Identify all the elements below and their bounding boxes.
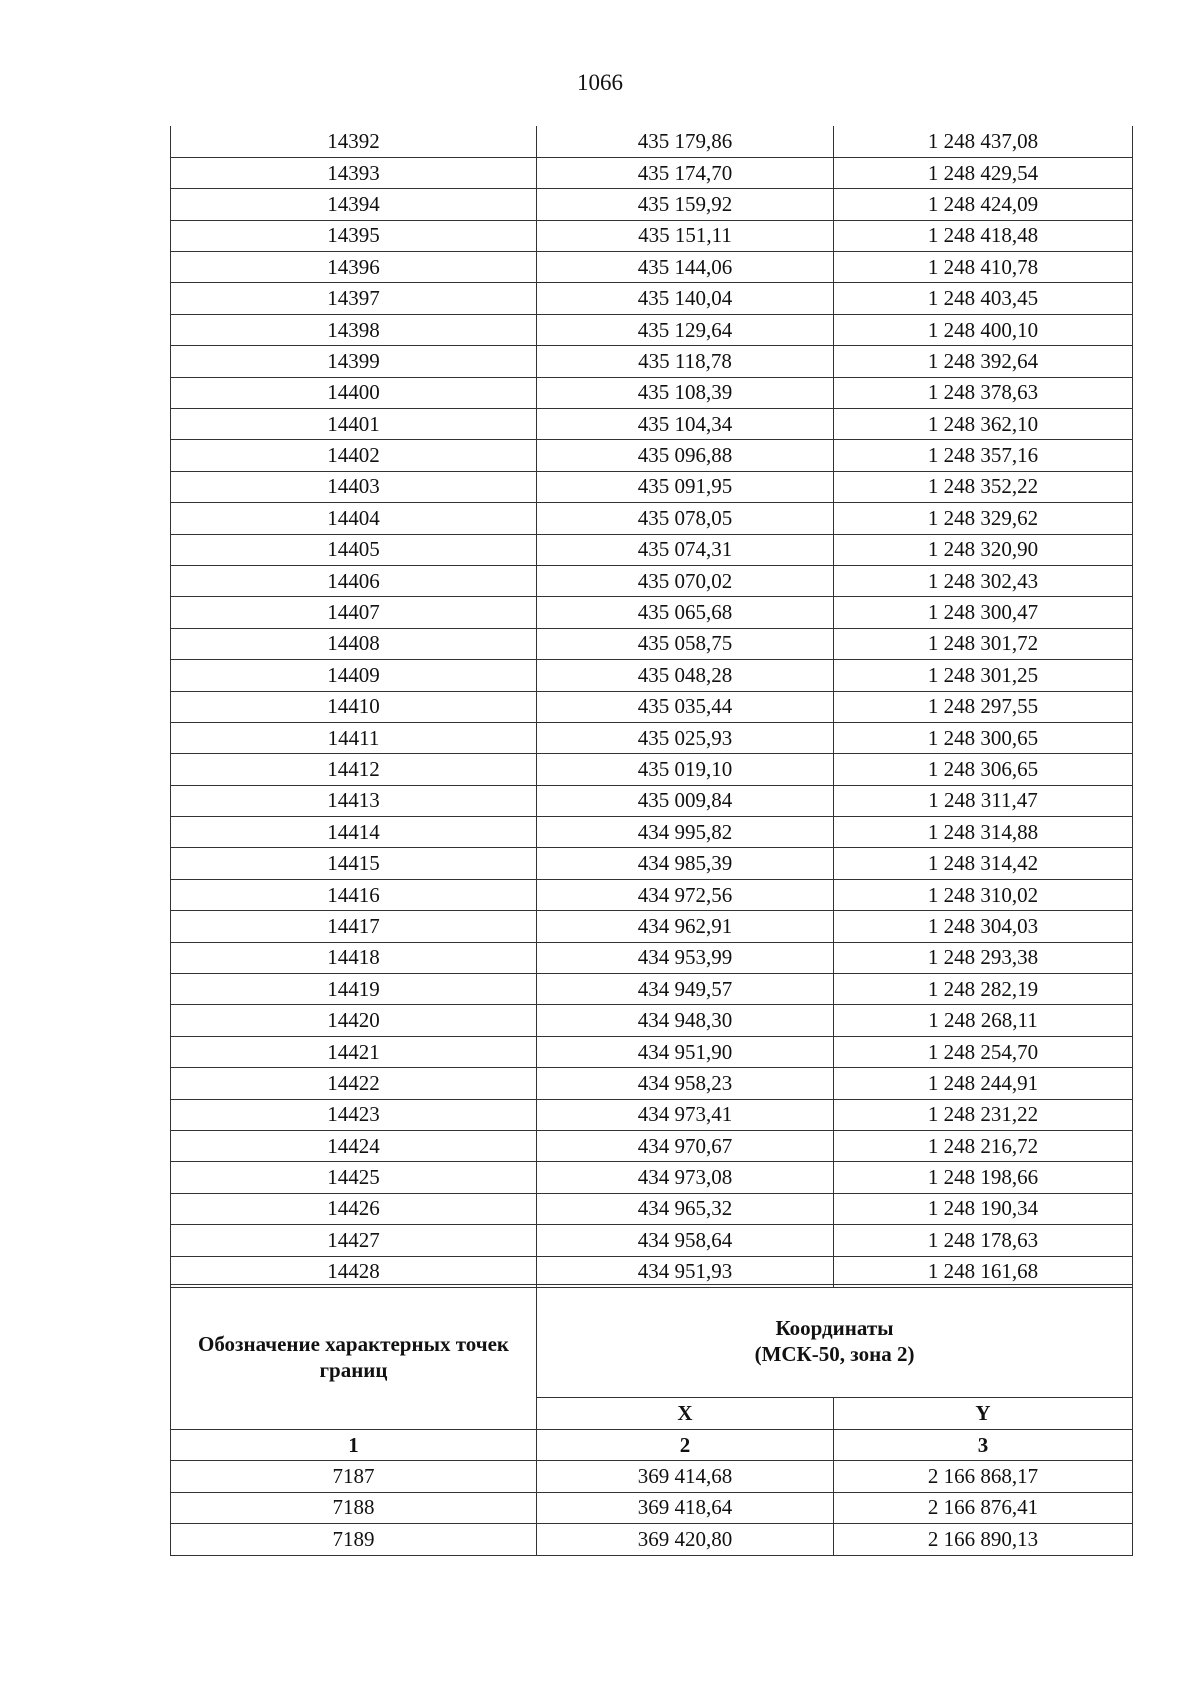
point-id-cell: 14397 [171, 283, 537, 314]
page-number: 1066 [577, 70, 623, 95]
x-coordinate-cell: 434 973,08 [537, 1162, 834, 1193]
point-id-cell: 14404 [171, 503, 537, 534]
table-row [171, 785, 1133, 816]
y-coordinate-cell: 2 166 876,41 [834, 1492, 1133, 1524]
x-coordinate-cell: 434 948,30 [537, 1005, 834, 1036]
table-row [171, 1005, 1133, 1036]
x-coordinate-cell: 434 958,64 [537, 1225, 834, 1256]
point-id-cell: 14423 [171, 1099, 537, 1130]
x-coordinate-cell: 435 179,86 [537, 126, 834, 157]
x-coordinate-cell: 435 159,92 [537, 189, 834, 220]
y-coordinate-cell: 1 248 254,70 [834, 1036, 1133, 1067]
x-coordinate-cell: 435 078,05 [537, 503, 834, 534]
point-id-cell: 14422 [171, 1068, 537, 1099]
x-coordinate-cell: 434 973,41 [537, 1099, 834, 1130]
y-coordinate-cell: 1 248 424,09 [834, 189, 1133, 220]
x-coordinate-cell: 434 970,67 [537, 1131, 834, 1162]
point-id-cell: 14416 [171, 879, 537, 910]
x-coordinate-cell: 434 951,93 [537, 1256, 834, 1287]
point-id-cell: 14409 [171, 660, 537, 691]
table-row [171, 283, 1133, 314]
x-coordinate-cell: 435 019,10 [537, 754, 834, 785]
point-id-cell: 14395 [171, 220, 537, 251]
point-id-cell: 7187 [171, 1461, 537, 1493]
table-row [171, 377, 1133, 408]
point-id-cell: 14392 [171, 126, 537, 157]
y-coordinate-cell: 1 248 311,47 [834, 785, 1133, 816]
table-row [171, 691, 1133, 722]
y-coordinate-cell: 1 248 392,64 [834, 346, 1133, 377]
y-coordinate-cell: 1 248 352,22 [834, 471, 1133, 502]
point-id-cell: 14421 [171, 1036, 537, 1067]
point-id-cell: 14426 [171, 1193, 537, 1224]
table-row [171, 346, 1133, 377]
point-id-cell: 14428 [171, 1256, 537, 1287]
x-coordinate-cell: 435 144,06 [537, 252, 834, 283]
x-coordinate-cell: 434 958,23 [537, 1068, 834, 1099]
table-row [171, 1225, 1133, 1256]
x-coordinate-cell: 434 949,57 [537, 974, 834, 1005]
y-coordinate-cell: 2 166 868,17 [834, 1461, 1133, 1493]
table-row [171, 754, 1133, 785]
table-row [171, 1068, 1133, 1099]
y-coordinate-cell: 1 248 310,02 [834, 879, 1133, 910]
point-id-cell: 14408 [171, 628, 537, 659]
x-coordinate-cell: 435 129,64 [537, 314, 834, 345]
point-id-cell: 14403 [171, 471, 537, 502]
x-coordinate-cell: 435 096,88 [537, 440, 834, 471]
point-id-cell: 14399 [171, 346, 537, 377]
point-id-cell: 14398 [171, 314, 537, 345]
x-coordinate-cell: 435 174,70 [537, 157, 834, 188]
table-row [171, 565, 1133, 596]
x-coordinate-cell: 435 108,39 [537, 377, 834, 408]
x-coordinate-cell: 434 995,82 [537, 817, 834, 848]
coordinates-header-title: Координаты [775, 1315, 894, 1340]
table-header [171, 1285, 1133, 1461]
y-coordinate-cell: 1 248 418,48 [834, 220, 1133, 251]
table-row [171, 314, 1133, 345]
x-coordinate-cell: 435 118,78 [537, 346, 834, 377]
y-coordinate-cell: 1 248 378,63 [834, 377, 1133, 408]
table-row [171, 1036, 1133, 1067]
point-id-cell: 14412 [171, 754, 537, 785]
x-coordinate-cell: 434 953,99 [537, 942, 834, 973]
x-coordinate-cell: 435 065,68 [537, 597, 834, 628]
point-id-cell: 14419 [171, 974, 537, 1005]
x-coordinate-cell: 435 058,75 [537, 628, 834, 659]
table-row [171, 1256, 1133, 1287]
y-coordinate-cell: 1 248 362,10 [834, 409, 1133, 440]
x-coordinate-cell: 435 140,04 [537, 283, 834, 314]
x-coordinate-cell: 435 074,31 [537, 534, 834, 565]
x-coordinate-cell: 369 414,68 [537, 1461, 834, 1493]
point-id-cell: 14407 [171, 597, 537, 628]
column-number-2: 2 [537, 1430, 834, 1461]
y-coordinate-cell: 1 248 329,62 [834, 503, 1133, 534]
x-coordinate-cell: 434 951,90 [537, 1036, 834, 1067]
point-id-cell: 14405 [171, 534, 537, 565]
x-coordinate-cell: 435 151,11 [537, 220, 834, 251]
point-id-cell: 7189 [171, 1524, 537, 1556]
y-coordinate-cell: 1 248 314,88 [834, 817, 1133, 848]
point-id-cell: 14396 [171, 252, 537, 283]
x-coordinate-cell: 434 985,39 [537, 848, 834, 879]
table-row [171, 1461, 1133, 1493]
coordinates-header-system: (МСК-50, зона 2) [754, 1342, 915, 1366]
point-id-cell: 14413 [171, 785, 537, 816]
table-row [171, 660, 1133, 691]
y-coordinate-cell: 1 248 437,08 [834, 126, 1133, 157]
x-coordinate-cell: 435 104,34 [537, 409, 834, 440]
y-coordinate-cell: 1 248 190,34 [834, 1193, 1133, 1224]
point-id-cell: 14420 [171, 1005, 537, 1036]
y-coordinate-cell: 1 248 429,54 [834, 157, 1133, 188]
x-coordinate-cell: 435 070,02 [537, 565, 834, 596]
x-coordinate-cell: 435 035,44 [537, 691, 834, 722]
table-row [171, 440, 1133, 471]
table-row [171, 157, 1133, 188]
table-row [171, 534, 1133, 565]
point-id-cell: 14410 [171, 691, 537, 722]
x-coordinate-cell: 434 965,32 [537, 1193, 834, 1224]
table-row [171, 126, 1133, 157]
y-coordinate-cell: 1 248 302,43 [834, 565, 1133, 596]
y-coordinate-cell: 1 248 314,42 [834, 848, 1133, 879]
point-id-cell: 14418 [171, 942, 537, 973]
y-coordinate-cell: 1 248 282,19 [834, 974, 1133, 1005]
coordinates-table-continued [170, 126, 1133, 1288]
coordinates-header [537, 1285, 1133, 1398]
point-id-cell: 14417 [171, 911, 537, 942]
x-coordinate-cell: 435 025,93 [537, 722, 834, 753]
point-id-cell: 14414 [171, 817, 537, 848]
y-coordinate-cell: 1 248 293,38 [834, 942, 1133, 973]
table-row [171, 1193, 1133, 1224]
table-row [171, 503, 1133, 534]
table-row [171, 1492, 1133, 1524]
point-id-cell: 14424 [171, 1131, 537, 1162]
table-row [171, 1162, 1133, 1193]
table-row [171, 220, 1133, 251]
y-coordinate-cell: 1 248 216,72 [834, 1131, 1133, 1162]
y-column-header: Y [834, 1398, 1133, 1430]
y-coordinate-cell: 1 248 300,65 [834, 722, 1133, 753]
y-coordinate-cell: 1 248 297,55 [834, 691, 1133, 722]
y-coordinate-cell: 1 248 301,72 [834, 628, 1133, 659]
table-row [171, 974, 1133, 1005]
table-row [171, 471, 1133, 502]
table-row [171, 409, 1133, 440]
table-row [171, 1524, 1133, 1556]
y-coordinate-cell: 1 248 300,47 [834, 597, 1133, 628]
point-id-cell: 14401 [171, 409, 537, 440]
points-column-header: Обозначение характерных точек границ [171, 1285, 537, 1430]
x-coordinate-cell: 435 091,95 [537, 471, 834, 502]
table-row [171, 848, 1133, 879]
table-row [171, 252, 1133, 283]
y-coordinate-cell: 1 248 410,78 [834, 252, 1133, 283]
x-coordinate-cell: 369 420,80 [537, 1524, 834, 1556]
y-coordinate-cell: 1 248 301,25 [834, 660, 1133, 691]
y-coordinate-cell: 1 248 306,65 [834, 754, 1133, 785]
x-coordinate-cell: 435 009,84 [537, 785, 834, 816]
x-column-header: X [537, 1398, 834, 1430]
point-id-cell: 7188 [171, 1492, 537, 1524]
y-coordinate-cell: 1 248 178,63 [834, 1225, 1133, 1256]
table-row [171, 628, 1133, 659]
y-coordinate-cell: 1 248 304,03 [834, 911, 1133, 942]
table-row [171, 722, 1133, 753]
table-row [171, 597, 1133, 628]
y-coordinate-cell: 1 248 198,66 [834, 1162, 1133, 1193]
table-row [171, 911, 1133, 942]
table-row [171, 817, 1133, 848]
point-id-cell: 14406 [171, 565, 537, 596]
point-id-cell: 14394 [171, 189, 537, 220]
x-coordinate-cell: 369 418,64 [537, 1492, 834, 1524]
point-id-cell: 14400 [171, 377, 537, 408]
table-row [171, 1131, 1133, 1162]
table-row [171, 189, 1133, 220]
y-coordinate-cell: 1 248 320,90 [834, 534, 1133, 565]
x-coordinate-cell: 434 962,91 [537, 911, 834, 942]
point-id-cell: 14427 [171, 1225, 537, 1256]
y-coordinate-cell: 2 166 890,13 [834, 1524, 1133, 1556]
point-id-cell: 14415 [171, 848, 537, 879]
column-number-3: 3 [834, 1430, 1133, 1461]
table-row [171, 942, 1133, 973]
y-coordinate-cell: 1 248 268,11 [834, 1005, 1133, 1036]
point-id-cell: 14411 [171, 722, 537, 753]
coordinates-table-body [171, 126, 1133, 1287]
point-id-cell: 14402 [171, 440, 537, 471]
point-id-cell: 14393 [171, 157, 537, 188]
table-row [171, 1099, 1133, 1130]
y-coordinate-cell: 1 248 400,10 [834, 314, 1133, 345]
x-coordinate-cell: 435 048,28 [537, 660, 834, 691]
y-coordinate-cell: 1 248 403,45 [834, 283, 1133, 314]
point-id-cell: 14425 [171, 1162, 537, 1193]
x-coordinate-cell: 434 972,56 [537, 879, 834, 910]
y-coordinate-cell: 1 248 161,68 [834, 1256, 1133, 1287]
coordinates-table-new [170, 1284, 1133, 1556]
column-number-1: 1 [171, 1430, 537, 1461]
table-row [171, 879, 1133, 910]
y-coordinate-cell: 1 248 357,16 [834, 440, 1133, 471]
y-coordinate-cell: 1 248 244,91 [834, 1068, 1133, 1099]
coordinates-table-new-body [171, 1461, 1133, 1556]
y-coordinate-cell: 1 248 231,22 [834, 1099, 1133, 1130]
